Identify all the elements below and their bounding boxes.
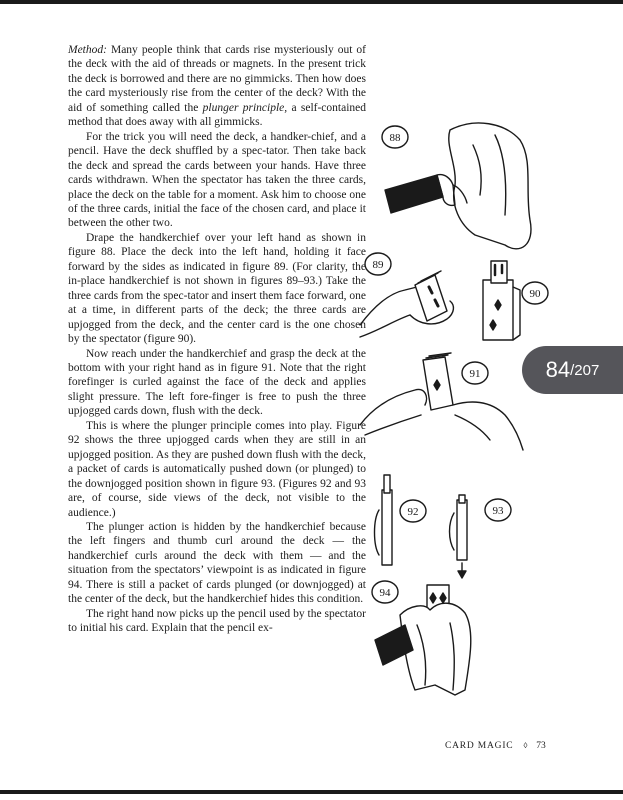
plunger-principle-term: plunger principle, (202, 101, 288, 114)
fig-91-label: 91 (469, 368, 481, 380)
deck-side-92 (382, 490, 392, 565)
footer-separator-icon: ◊ (523, 741, 529, 750)
bottom-rule (0, 790, 623, 794)
page-number: 73 (536, 741, 546, 751)
hand-89 (360, 287, 417, 325)
figure-94 (372, 581, 471, 695)
illustrations (355, 115, 615, 730)
handkerchief-88 (449, 123, 531, 249)
total-pages: /207 (570, 361, 600, 379)
paragraph-method: Method: Many people think that cards rise mysteriously out of the deck with the aid of threads or magnets. In the present trick the deck is borrowed and there are no gimmicks. Then how does the card mysteriously rise from the center of the deck? With the aid of something called the plunger principle, a self-contained method that does away with all gimmicks. (68, 44, 367, 129)
book-title: CARD MAGIC (445, 741, 514, 751)
paragraph: This is where the plunger principle comes into play. Figure 92 shows the three upjogged cards when they are still in an upjogged position. As they are pushed down flush with the deck, a packet of cards is automatically pushed down (or plunged) to the downjogged position shown in figure 93. (Figures 92 and 93 are, of course, side views of the deck, not visible to the audience.) (68, 419, 366, 519)
fig-90-label: 90 (529, 288, 541, 300)
paragraph: For the trick you will need the deck, a handker-chief, and a pencil. Have the deck shuffled by a spec-tator. Then take back the deck and spread the cards between your hands. Have three cards withdrawn. When the spectator has taken the three cards, place the deck on the table for a moment. Ask him to choose one of the three cards, initial the face of the chosen card, and place it between the other two. (68, 130, 366, 230)
paragraph: The right hand now picks up the pencil used by the spectator to initial his card. Explain that the pencil ex- (68, 607, 366, 635)
paragraph: The plunger action is hidden by the handkerchief because the left fingers and thumb curl around the deck — the handkerchief curls around the deck with them — and the situation from the spectators’ viewpoint is as indicated in figure 94. There is still a packet of cards plunged (or downjogged) at the center of the deck, but the handkerchief hides this condition. (68, 520, 366, 606)
figure-88 (382, 123, 531, 249)
body-text (68, 43, 366, 636)
figure-89 (360, 253, 453, 337)
fig-89-label: 89 (372, 259, 384, 271)
method-label: Method: (68, 44, 107, 56)
page-counter-badge (522, 346, 623, 394)
sleeve-88 (385, 175, 443, 213)
upjogged-cards-90 (491, 261, 507, 283)
paragraph: Drape the handkerchief over your left hand as shown in figure 88. Place the deck into the left hand, holding it face forward by the sides as indicated in figure 89. (For clarity, the in-place handkerchief is not shown in figures 89–93.) Take the three cards from the spec-tator and insert them face forward, one at a time, in different parts of the deck; the three cards are upjogged from the deck, and the center card is the one chosen by the spectator (figure 90). (68, 231, 366, 346)
left-hand-91 (360, 389, 427, 425)
fig-94-label: 94 (379, 587, 391, 599)
figure-93 (450, 495, 512, 578)
running-footer (445, 741, 546, 751)
right-hand-91 (453, 402, 523, 450)
top-rule (0, 0, 623, 4)
fig-93-label: 93 (492, 505, 504, 517)
figure-91 (360, 353, 523, 450)
current-page: 84 (545, 357, 571, 382)
figure-90 (483, 261, 548, 340)
paragraph: Now reach under the handkerchief and grasp the deck at the bottom with your right hand as in figure 91. Note that the right forefinger is curled against the face of the deck and applies slight pressure. The left fore-finger is free to push the three upjogged cards down, flush with the deck. (68, 347, 366, 418)
fig-88-label: 88 (389, 132, 401, 144)
figure-92 (375, 475, 427, 565)
fig-92-label: 92 (407, 506, 419, 518)
deck-side-93 (457, 500, 467, 560)
